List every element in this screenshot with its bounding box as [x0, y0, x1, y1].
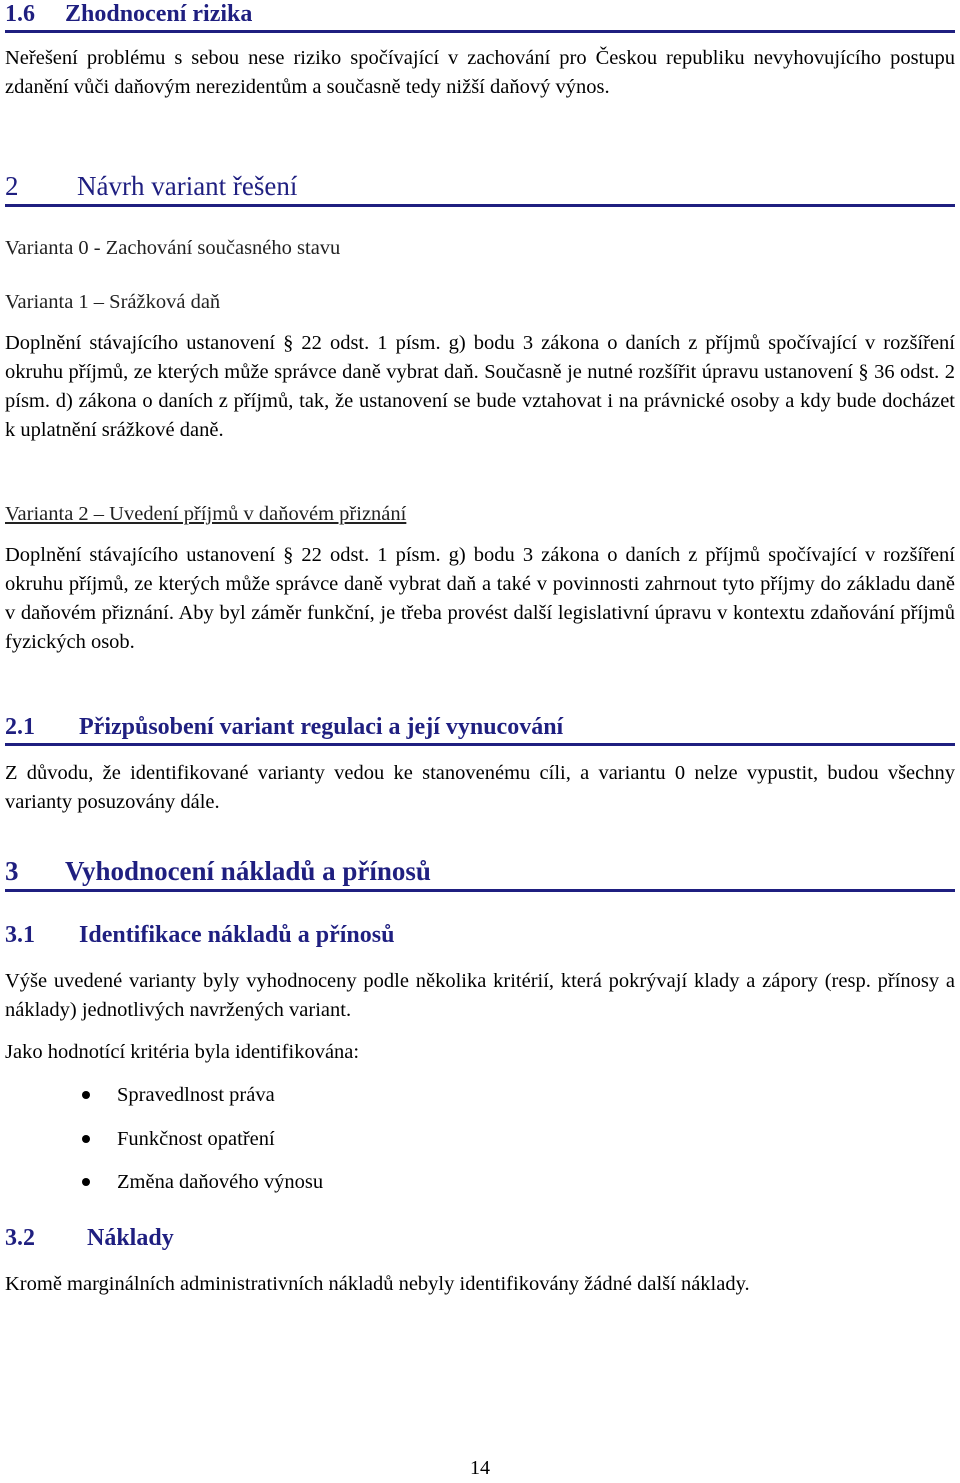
section-title: Přizpůsobení variant regulaci a její vynucování [79, 714, 564, 740]
section-2-heading [5, 170, 955, 207]
section-title: Identifikace nákladů a přínosů [79, 922, 395, 948]
variant-2-label: Varianta 2 – Uvedení příjmů v daňovém přiznání [5, 503, 407, 525]
bullet-icon [82, 1178, 90, 1186]
variant-1-label: Varianta 1 – Srážková daň [5, 291, 221, 313]
page-number: 14 [470, 1457, 490, 1479]
paragraph-risk: Neřešení problému s sebou nese riziko spočívající v zachování pro Českou republiku nevyhovujícího postupu zdanění vůči daňovým nerezidentům a současně tedy nižší daňový výnos. [5, 47, 955, 98]
paragraph-costs: Kromě marginálních administrativních nákladů nebyly identifikovány žádné další náklady. [5, 1273, 750, 1295]
section-title: Návrh variant řešení [77, 171, 298, 201]
bullet-icon [82, 1091, 90, 1099]
bullet-icon [82, 1135, 90, 1143]
section-number: 2.1 [5, 714, 35, 740]
section-number: 3 [5, 856, 19, 886]
paragraph-variant-1: Doplnění stávajícího ustanovení § 22 odst. 1 písm. g) bodu 3 zákona o daních z příjmů spočívající v rozšíření okruhu příjmů, ze kterých může správce daně vybrat daň. Současně je nutné rozšířit úpravu ustanovení § 36 odst. 2 písm. d) zákona o daních z příjmů, tak, že ustanovení se bude vztahovat i na právnické osoby a kdy bude docházet k uplatnění srážkové daně. [5, 332, 955, 441]
paragraph-criteria-intro: Jako hodnotící kritéria byla identifikována: [5, 1041, 360, 1063]
paragraph-evaluation: Výše uvedené varianty byly vyhodnoceny podle několika kritérií, která pokrývají klady a zápory (resp. přínosy a náklady) jednotlivých navržených variant. [5, 970, 955, 1021]
section-title: Vyhodnocení nákladů a přínosů [65, 856, 431, 886]
paragraph-variant-2: Doplnění stávajícího ustanovení § 22 odst. 1 písm. g) bodu 3 zákona o daních z příjmů spočívající v rozšíření okruhu příjmů, ze kterých může správce daně vybrat daň a také v povinnosti zahrnout tyto příjmy do základu daně v daňovém přiznání. Aby byl záměr funkční, je třeba provést další legislativní úpravu v kontextu zdaňování příjmů fyzických osob. [5, 544, 955, 653]
section-title: Zhodnocení rizika [65, 1, 253, 27]
section-3-2-heading [5, 1224, 955, 1252]
section-3-heading [5, 855, 955, 892]
section-number: 3.2 [5, 1225, 35, 1251]
section-1-6-heading [5, 0, 955, 33]
section-number: 2 [5, 171, 19, 201]
section-2-1-heading [5, 713, 955, 746]
section-number: 3.1 [5, 922, 35, 948]
section-3-1-heading [5, 921, 955, 949]
section-number: 1.6 [5, 1, 35, 27]
variant-0-label: Varianta 0 - Zachování současného stavu [5, 237, 341, 259]
section-title: Náklady [87, 1225, 174, 1251]
paragraph-enforcement: Z důvodu, že identifikované varianty vedou ke stanovenému cíli, a variantu 0 nelze vypustit, budou všechny varianty posuzovány dále. [5, 762, 955, 813]
